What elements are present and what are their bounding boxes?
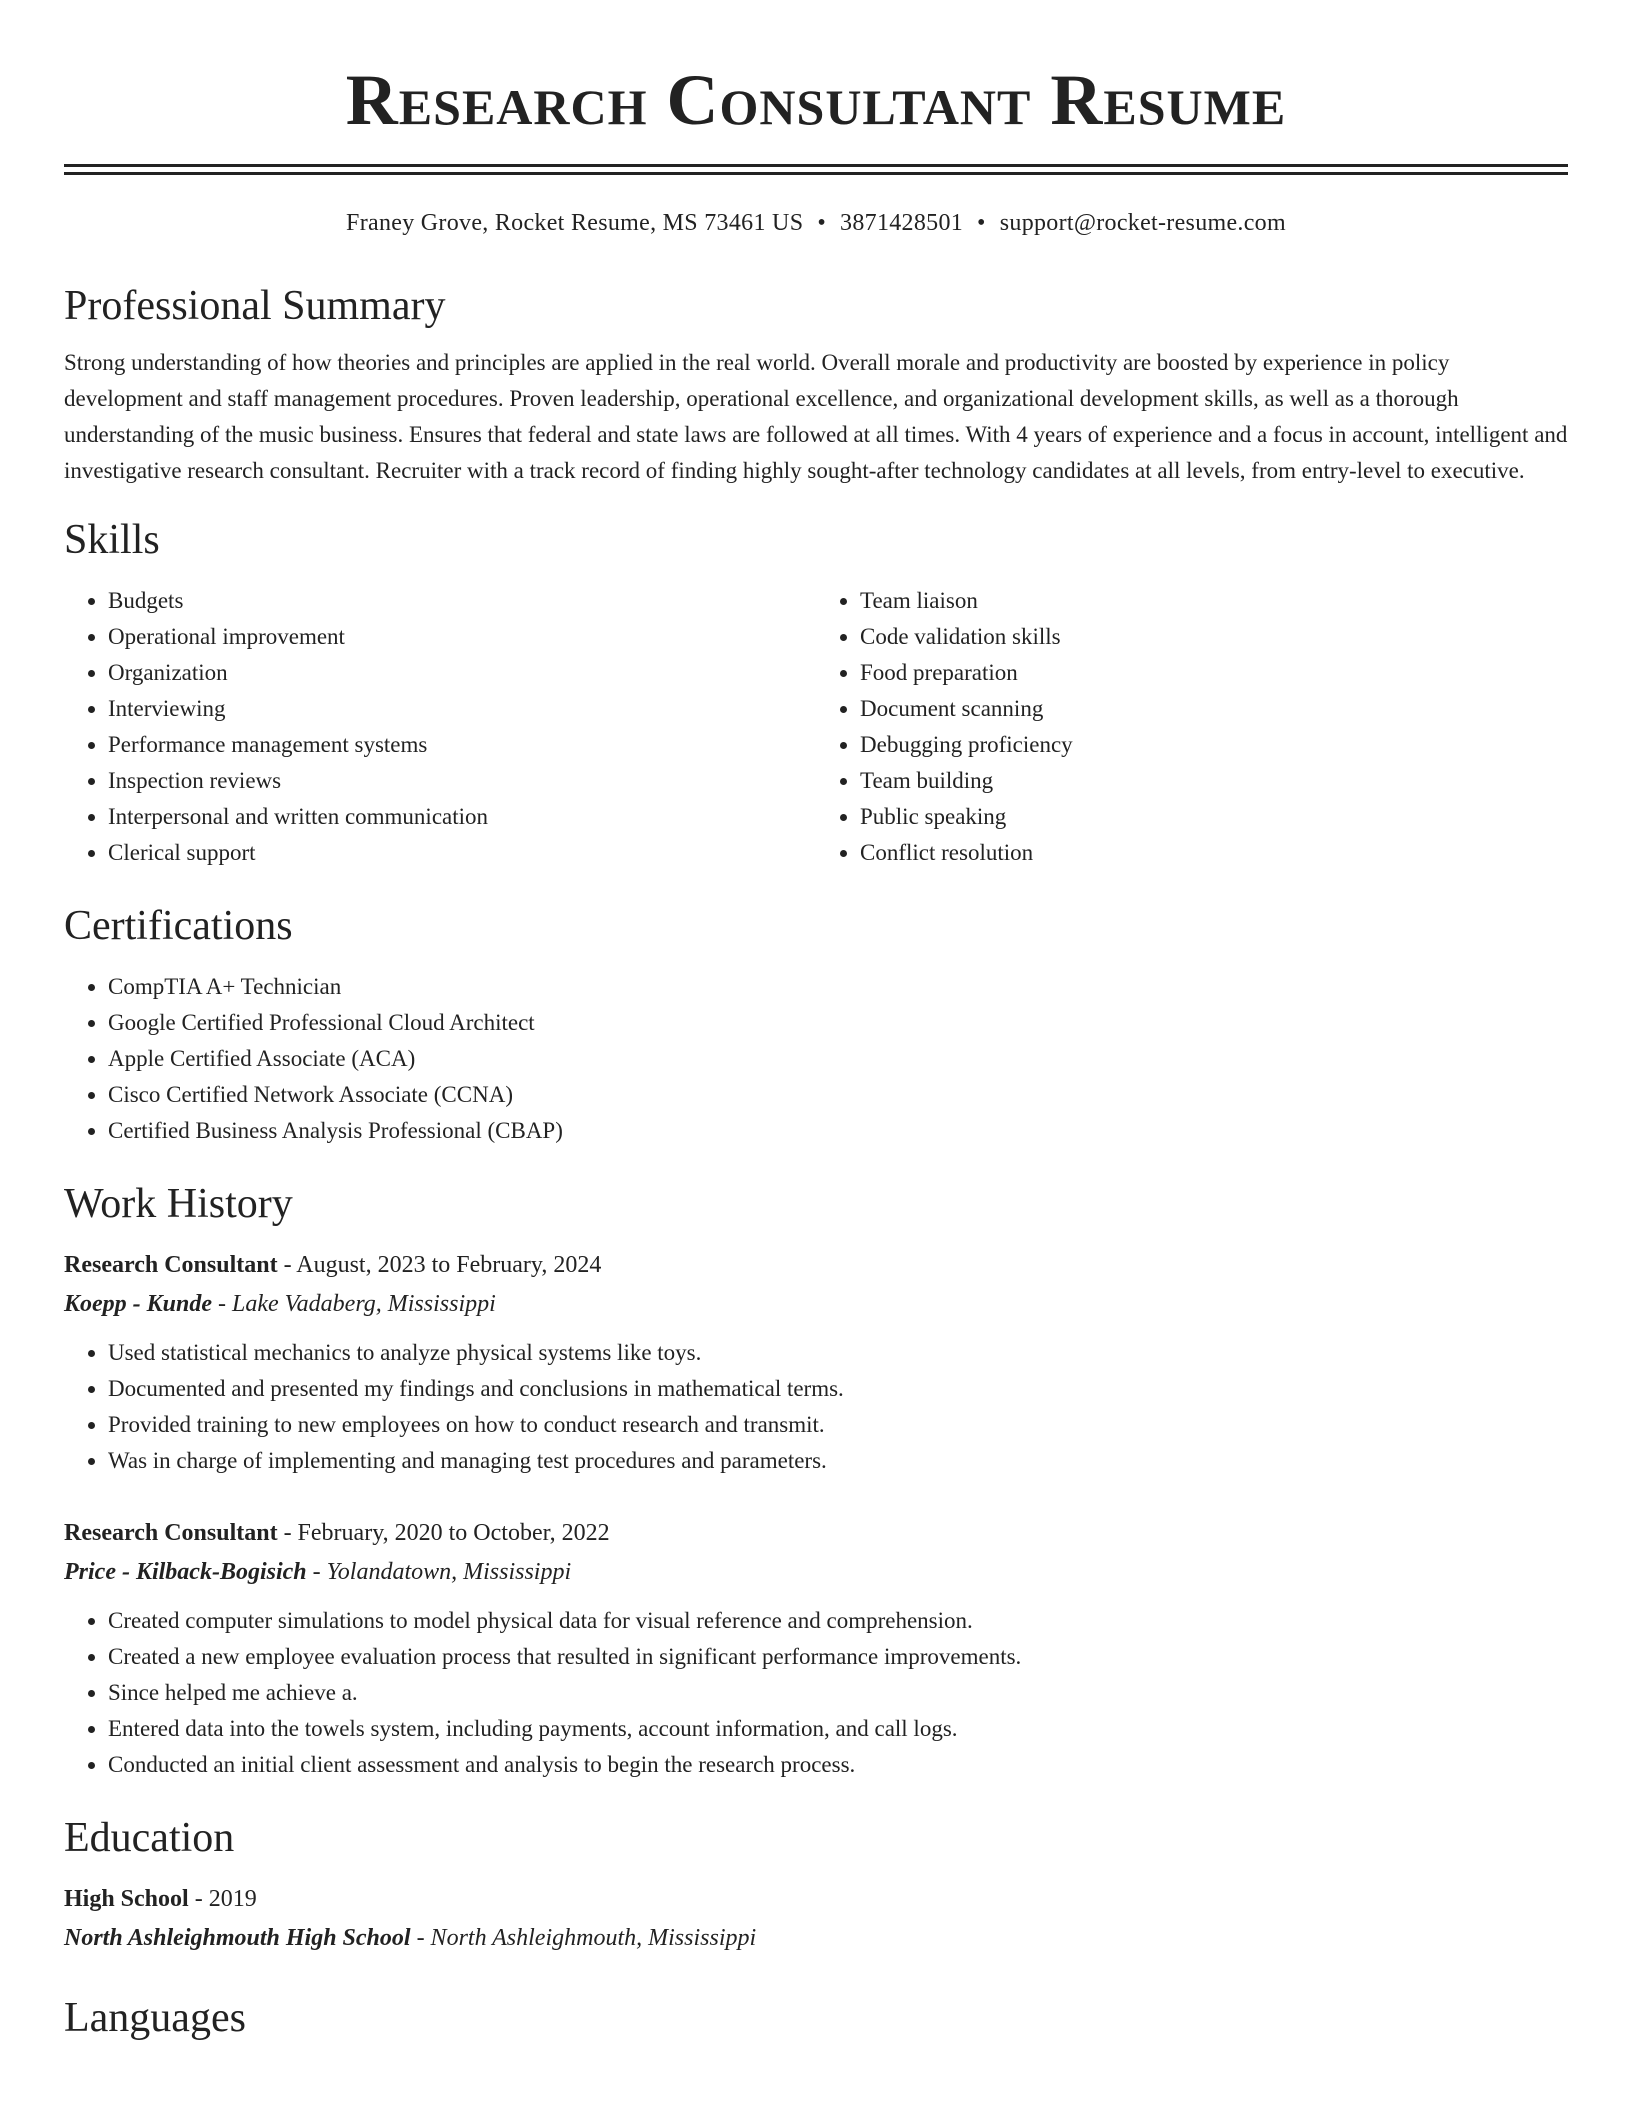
job-employer — [64, 1553, 1568, 1591]
job-duty-item: • Used statistical mechanics to analyze physical systems like toys. — [108, 1335, 1568, 1371]
contact-email: support@rocket-resume.com — [999, 210, 1286, 236]
job-header — [64, 1245, 1568, 1285]
education-school: North Ashleighmouth High School — [64, 1925, 411, 1951]
job-company: Koepp - Kunde — [64, 1291, 213, 1317]
job-dates: - February, 2020 to October, 2022 — [277, 1520, 610, 1546]
skills-list-right — [816, 583, 1568, 871]
job-entry — [64, 1245, 1568, 1479]
job-employer — [64, 1285, 1568, 1323]
resume-title: Research Consultant Resume — [345, 60, 1287, 140]
skill-item: • Public speaking — [860, 799, 1568, 835]
job-duty-item: • Created a new employee evaluation process that resulted in significant performance improvements. — [108, 1639, 1568, 1675]
job-location: - Lake Vadaberg, Mississippi — [212, 1291, 496, 1317]
contact-line — [64, 207, 1568, 239]
certification-item: • Google Certified Professional Cloud Architect — [108, 1005, 1568, 1041]
job-duty-item: • Created computer simulations to model physical data for visual reference and comprehension. — [108, 1603, 1568, 1639]
work-history-section — [64, 1177, 1568, 1783]
job-duties-list — [64, 1603, 1568, 1783]
job-duty-item: • Conducted an initial client assessment and analysis to begin the research process. — [108, 1747, 1568, 1783]
skill-item: • Interviewing — [108, 691, 816, 727]
skill-item: • Operational improvement — [108, 619, 816, 655]
contact-phone: 3871428501 — [840, 210, 964, 236]
certifications-section — [64, 899, 1568, 1149]
job-location: - Yolandatown, Mississippi — [306, 1559, 572, 1585]
skill-item: • Team building — [860, 763, 1568, 799]
title-divider — [64, 164, 1568, 175]
work-history-heading: Work History — [64, 1181, 293, 1227]
skills-section — [64, 513, 1568, 871]
skill-item: • Clerical support — [108, 835, 816, 871]
skills-list-left — [64, 583, 816, 871]
education-entry — [64, 1879, 1568, 1957]
job-duty-item: • Was in charge of implementing and managing test procedures and parameters. — [108, 1443, 1568, 1479]
certification-item: • CompTIA A+ Technician — [108, 969, 1568, 1005]
certification-item: • Apple Certified Associate (ACA) — [108, 1041, 1568, 1077]
skill-item: • Food preparation — [860, 655, 1568, 691]
education-heading: Education — [64, 1815, 235, 1861]
job-duty-item: • Since helped me achieve a. — [108, 1675, 1568, 1711]
skill-item: • Organization — [108, 655, 816, 691]
job-duty-item: • Provided training to new employees on how to conduct research and transmit. — [108, 1407, 1568, 1443]
contact-separator: • — [977, 210, 986, 236]
certification-item: • Cisco Certified Network Associate (CCNA) — [108, 1077, 1568, 1113]
summary-section — [64, 279, 1568, 489]
certifications-list — [64, 969, 1568, 1149]
skill-item: • Budgets — [108, 583, 816, 619]
education-year: - 2019 — [188, 1886, 257, 1912]
job-title: Research Consultant — [64, 1520, 278, 1546]
summary-text: Strong understanding of how theories and principles are applied in the real world. Overall morale and productivity are boosted by experience in policy development and staff management procedures. Proven leadership, operational excellence, and organizational development skills, as well as a thorough understanding of the music business. Ensures that federal and state laws are followed at all times. With 4 years of experience and a focus in account, intelligent and investigative research consultant. Recruiter with a track record of finding highly sought-after technology candidates at all levels, from entry-level to executive. — [64, 350, 1568, 483]
education-institution — [64, 1919, 1568, 1957]
summary-heading: Professional Summary — [64, 283, 446, 329]
skill-item: • Team liaison — [860, 583, 1568, 619]
certification-item: • Certified Business Analysis Professional (CBAP) — [108, 1113, 1568, 1149]
job-duties-list — [64, 1335, 1568, 1479]
contact-separator: • — [817, 210, 827, 236]
languages-section — [64, 1991, 1568, 2045]
skill-item: • Debugging proficiency — [860, 727, 1568, 763]
job-company: Price - Kilback-Bogisich — [64, 1559, 307, 1585]
job-header — [64, 1513, 1568, 1553]
education-location: - North Ashleighmouth, Mississippi — [410, 1925, 757, 1951]
job-duty-item: • Entered data into the towels system, including payments, account information, and call logs. — [108, 1711, 1568, 1747]
certifications-heading: Certifications — [64, 903, 293, 949]
contact-address: Franey Grove, Rocket Resume, MS 73461 US — [346, 210, 804, 236]
skill-item: • Code validation skills — [860, 619, 1568, 655]
skill-item: • Conflict resolution — [860, 835, 1568, 871]
skill-item: • Inspection reviews — [108, 763, 816, 799]
skill-item: • Document scanning — [860, 691, 1568, 727]
job-entry — [64, 1513, 1568, 1783]
education-section — [64, 1811, 1568, 1957]
skill-item: • Interpersonal and written communication — [108, 799, 816, 835]
job-title: Research Consultant — [64, 1252, 278, 1278]
education-degree: High School — [64, 1886, 189, 1912]
skills-grid — [64, 583, 1568, 871]
education-header — [64, 1879, 1568, 1919]
skill-item: • Performance management systems — [108, 727, 816, 763]
languages-heading: Languages — [64, 1995, 246, 2041]
job-duty-item: • Documented and presented my findings and conclusions in mathematical terms. — [108, 1371, 1568, 1407]
skills-heading: Skills — [64, 517, 160, 563]
job-dates: - August, 2023 to February, 2024 — [277, 1252, 602, 1278]
